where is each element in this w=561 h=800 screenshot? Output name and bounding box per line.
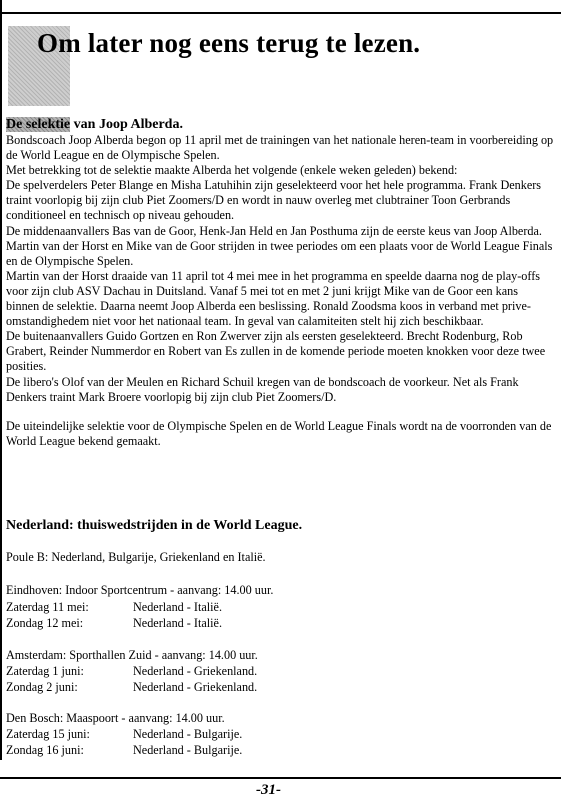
match-teams: Nederland - Italië. [133, 600, 222, 614]
paragraph: De spelverdelers Peter Blange en Misha Latuhihin zijn geselekteerd voor het hele programma. Frank Denkers traint voorlopig bij zijn club Piet Zoomers/D en wordt in nauw overleg met clubtrainer Toon Gerbrands conditioneel en technisch op niveau gehouden. [6, 178, 542, 223]
top-rule [0, 12, 561, 14]
match-row [6, 600, 222, 615]
closing-paragraph: De uiteindelijke selektie voor de Olympische Spelen en de World League Finals wordt na de voorronden van de World League bekend gemaakt. [6, 418, 552, 448]
page-title: Om later nog eens terug te lezen. [37, 28, 421, 58]
paragraph: Martin van der Horst draaide van 11 april tot 4 mei mee in het programma en speelde daarna nog de play-offs voor zijn club ASV Dachau in Duitsland. Vanaf 5 mei tot en met 2 juni krijgt Mike van de Goor een kans binnen de selektie. Daarna neemt Joop Alberda een beslissing. Ronald Zoodsma koos in verband met prive-omstandighedem niet voor het nationaal team. In geval van calamiteiten stelt hij zich beschikbaar. [6, 268, 541, 329]
paragraph: Bondscoach Joop Alberda begon op 11 april met de trainingen van het nationale heren-team in voorbereiding op de World League en de Olympische Spelen. [6, 133, 554, 163]
match-row [6, 743, 242, 758]
paragraph: Met betrekking tot de selektie maakte Alberda het volgende (enkele weken geleden) bekend: [6, 163, 458, 178]
poule-line: Poule B: Nederland, Bulgarije, Griekenland en Italië. [6, 550, 266, 564]
match-teams: Nederland - Griekenland. [133, 680, 258, 694]
bottom-rule [0, 777, 561, 779]
section-heading-worldleague: Nederland: thuiswedstrijden in de World League. [6, 518, 303, 533]
venue-line: Amsterdam: Sporthallen Zuid - aanvang: 14.00 uur. [6, 648, 258, 662]
match-teams: Nederland - Italië. [133, 616, 222, 630]
match-date: Zaterdag 1 juni: [6, 664, 84, 678]
venue-line: Den Bosch: Maaspoort - aanvang: 14.00 uur. [6, 711, 225, 725]
venue-line: Eindhoven: Indoor Sportcentrum - aanvang: 14.00 uur. [6, 583, 274, 597]
match-date: Zaterdag 11 mei: [6, 600, 89, 614]
left-border-line [0, 0, 2, 760]
match-date: Zaterdag 15 juni: [6, 727, 90, 741]
paragraph: De buitenaanvallers Guido Gortzen en Ron Zwerver zijn als eersten geselekteerd. Brecht Rodenburg, Rob Grabert, Reinder Nummerdor en Robert van Es zullen in de komende periode moeten knokken voor deze twee posities. [6, 329, 546, 374]
match-row [6, 664, 257, 679]
match-row [6, 616, 222, 631]
heading-highlight: De selektie [6, 117, 71, 132]
paragraph: De middenaanvallers Bas van de Goor, Henk-Jan Held en Jan Posthuma zijn de eerste keus van Joop Alberda. Martin van der Horst en Mike van de Goor strijden in twee periodes om een plaats voor de World League Finals en de Olympische Spelen. [6, 223, 553, 268]
match-date: Zondag 2 juni: [6, 680, 78, 694]
match-date: Zondag 12 mei: [6, 616, 84, 630]
match-teams: Nederland - Bulgarije. [133, 727, 243, 741]
page-number: -31- [256, 782, 281, 798]
paragraph: De libero's Olof van der Meulen en Richard Schuil kregen van de bondscoach de voorkeur. Net als Frank Denkers traint Mark Broere voorlopig bij zijn club Piet Zoomers/D. [6, 374, 519, 404]
match-teams: Nederland - Bulgarije. [133, 743, 243, 757]
match-row [6, 680, 257, 695]
match-row [6, 727, 242, 742]
match-date: Zondag 16 juni: [6, 743, 84, 757]
match-teams: Nederland - Griekenland. [133, 664, 258, 678]
heading-rest: van Joop Alberda. [70, 117, 183, 132]
selektie-body [6, 133, 554, 449]
section-heading-selektie [6, 117, 183, 133]
